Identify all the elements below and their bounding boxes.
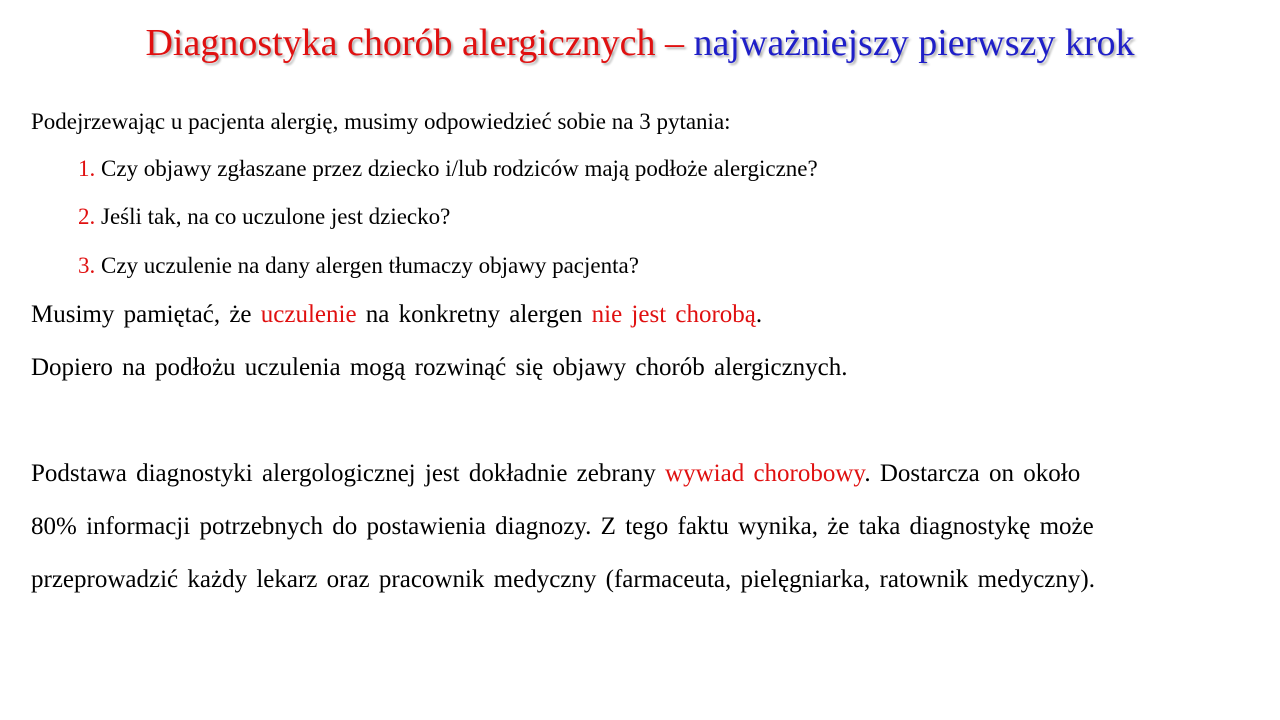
basis-text-after: . Dostarcza on około <box>864 460 1081 487</box>
onset-statement: Dopiero na podłożu uczulenia mogą rozwinąć się objawy chorób alergicznych. <box>31 354 848 381</box>
remember-statement <box>31 299 762 331</box>
basis-line-1 <box>31 458 1246 490</box>
question-number: 3. <box>78 253 96 278</box>
basis-text-before: Podstawa diagnostyki alergologicznej jest dokładnie zebrany <box>31 460 666 487</box>
title-part-blue: najważniejszy pierwszy krok <box>693 22 1135 64</box>
remember-text-middle: na konkretny alergen <box>356 301 592 328</box>
highlight-uczulenie: uczulenie <box>260 301 357 328</box>
basis-line-2: 80% informacji potrzebnych do postawienia diagnozy. Z tego faktu wynika, że taka diagnostykę może <box>31 513 1094 540</box>
highlight-wywiad-chorobowy: wywiad chorobowy <box>665 460 865 487</box>
question-item <box>78 251 639 281</box>
intro-text: Podejrzewając u pacjenta alergię, musimy odpowiedzieć sobie na 3 pytania: <box>31 109 731 134</box>
highlight-nie-jest-choroba: nie jest chorobą <box>591 301 756 328</box>
question-number: 2. <box>78 204 96 229</box>
question-text: Jeśli tak, na co uczulone jest dziecko? <box>101 204 451 229</box>
remember-text-after: . <box>755 301 763 328</box>
question-item <box>78 154 818 184</box>
remember-text-before: Musimy pamiętać, że <box>31 301 261 328</box>
basis-line-3: przeprowadzić każdy lekarz oraz pracownik medyczny (farmaceuta, pielęgniarka, ratownik medyczny). <box>31 566 1095 593</box>
question-item <box>78 202 450 232</box>
question-text: Czy objawy zgłaszane przez dziecko i/lub rodziców mają podłoże alergiczne? <box>101 156 818 181</box>
title-part-red: Diagnostyka chorób alergicznych – <box>145 22 684 64</box>
slide-title <box>0 16 1280 70</box>
question-number: 1. <box>78 156 96 181</box>
question-text: Czy uczulenie na dany alergen tłumaczy objawy pacjenta? <box>101 253 639 278</box>
